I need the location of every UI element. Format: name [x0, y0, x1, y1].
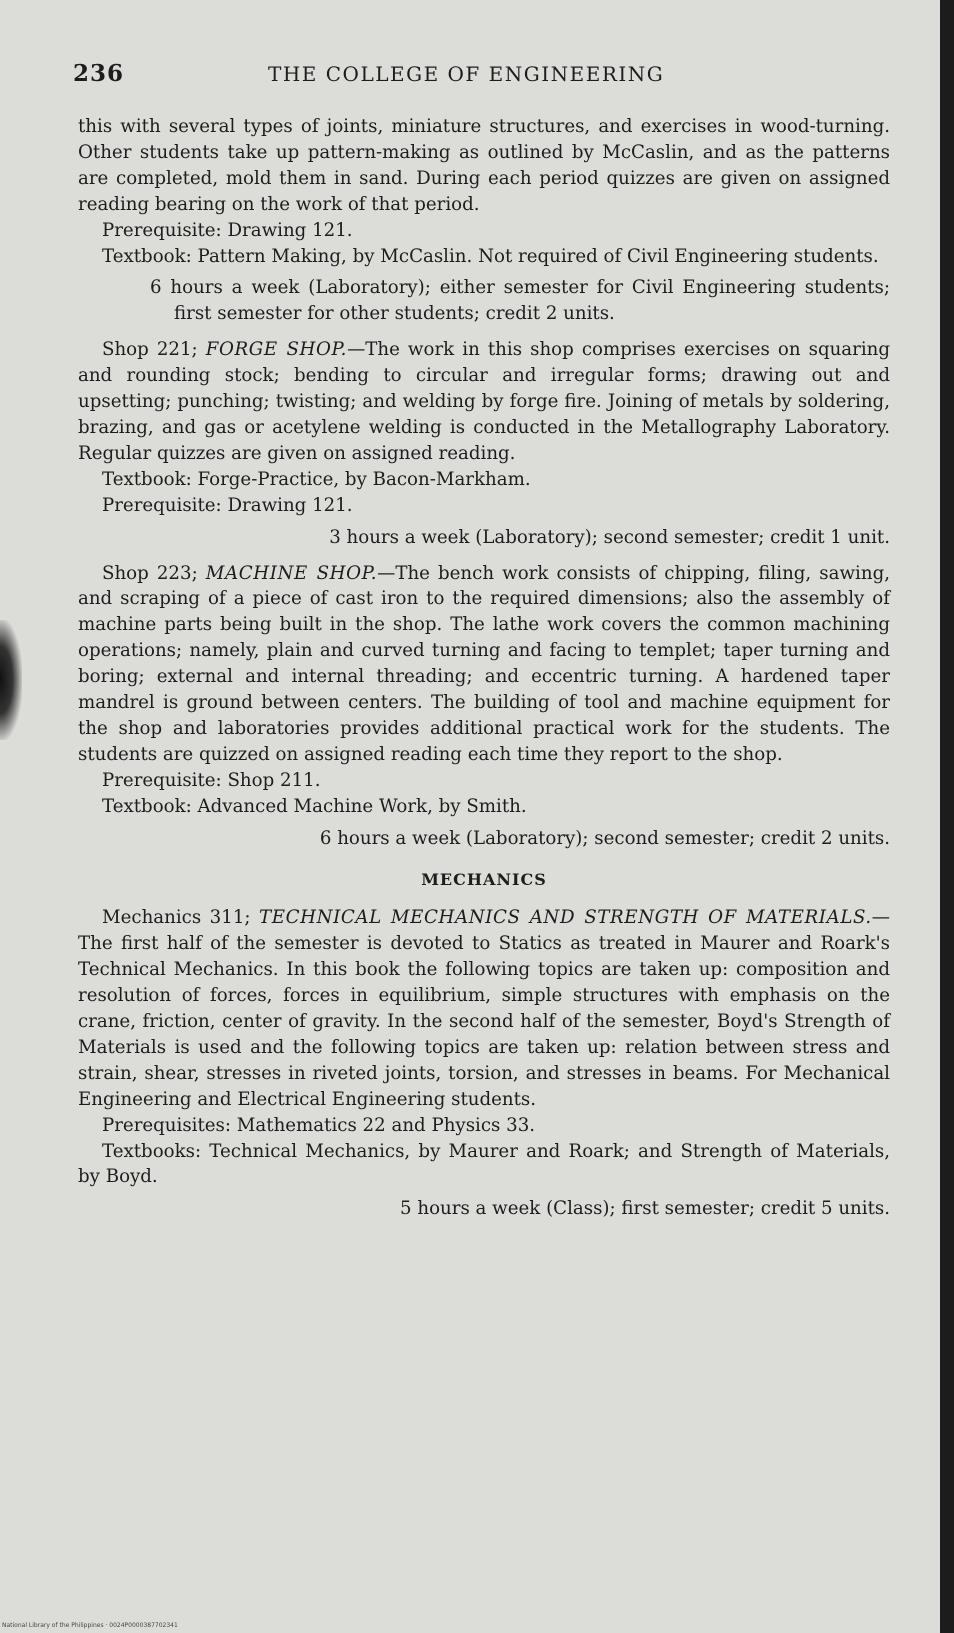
shop-221-text: —The work in this shop comprises exercises on squaring and rounding stock; bending to circular and irregular forms; drawing out and upsetting; punching; twisting; and welding by forge fire. Joining of metals by soldering, brazing, and gas or acetylene welding is conducted in the Metallography Laboratory. Regular quizzes are given on assigned reading.	[78, 339, 891, 464]
mechanics-311-text: —The first half of the semester is devoted to Statics as treated in Maurer and Roark's Technical Mechanics. In this book the following topics are taken up: composition and resolution of forces, forces in equilibrium, simple structures with emphasis on the crane, friction, center of gravity. In the second half of the semester, Boyd's Strength of Materials is used and the following topics are taken up: relation between stress and strain, shear, stresses in riveted joints, torsion, and stresses in beams. For Mechanical Engineering and Electrical Engineering students.	[78, 907, 890, 1110]
mechanics-311-title: TECHNICAL MECHANICS AND STRENGTH OF MATERIALS.	[259, 907, 872, 929]
page-edge-shadow	[0, 620, 22, 740]
section-heading-mechanics: MECHANICS	[421, 870, 547, 890]
mechanics-311-textbooks: Textbooks: Technical Mechanics, by Maurer and Roark; and Strength of Materials, by Boyd.	[78, 1140, 890, 1188]
scan-edge	[940, 0, 954, 1633]
shop-223-text: —The bench work consists of chipping, filing, sawing, and scraping of a piece of cast iron to the required dimensions; also the assembly of machine parts being built in the shop. The lathe work covers the common machining operations; namely, plain and curved turning and facing to templet; taper turning and boring; external and internal threading; and eccentric turning. A hardened taper mandrel is ground between centers. The building of tool and machine equipment for the shop and laboratories provides additional practical work for the students. The students are quizzed on assigned reading each time they report to the shop.	[78, 562, 890, 765]
shop-221-title: FORGE SHOP.	[205, 339, 348, 361]
shop-223-credit: 6 hours a week (Laboratory); second semester; credit 2 units.	[319, 827, 890, 849]
mechanics-311-description	[78, 905, 890, 1112]
shop-221-textbook: Textbook: Forge-Practice, by Bacon-Markham.	[102, 468, 531, 490]
page-header	[73, 60, 876, 94]
shop-221-prerequisite: Prerequisite: Drawing 121.	[102, 494, 353, 516]
scan-footer-note: National Library of the Philippines · 0024P0000387702341	[2, 1622, 178, 1629]
pattern-making-credit: 6 hours a week (Laboratory); either semester for Civil Engineering students; first semester for other students; credit 2 units.	[150, 277, 890, 325]
shop-221-description	[78, 337, 890, 467]
running-title: THE COLLEGE OF ENGINEERING	[268, 62, 665, 86]
mechanics-311-prerequisites: Prerequisites: Mathematics 22 and Physics 33.	[102, 1114, 536, 1136]
mechanics-311-credit: 5 hours a week (Class); first semester; credit 5 units.	[400, 1198, 890, 1220]
shop-221-number: Shop 221;	[102, 339, 206, 361]
page-content	[78, 114, 890, 1232]
pattern-making-textbook: Textbook: Pattern Making, by McCaslin. Not required of Civil Engineering students.	[102, 245, 879, 267]
shop-221-credit: 3 hours a week (Laboratory); second semester; credit 1 unit.	[329, 526, 890, 548]
shop-223-prerequisite: Prerequisite: Shop 211.	[102, 769, 321, 791]
mechanics-311-number: Mechanics 311;	[102, 907, 260, 929]
shop-223-number: Shop 223;	[102, 562, 206, 584]
pattern-making-prerequisite: Prerequisite: Drawing 121.	[102, 219, 353, 241]
pattern-making-continuation: this with several types of joints, miniature structures, and exercises in wood-turning. Other students take up pattern-making as outlined by McCaslin, and as the patterns are completed, mold them in sand. During each period quizzes are given on assigned reading bearing on the work of that period.	[78, 116, 890, 215]
shop-223-description	[78, 561, 890, 768]
page-number: 236	[73, 60, 125, 87]
shop-223-title: MACHINE SHOP.	[205, 562, 378, 584]
shop-223-textbook: Textbook: Advanced Machine Work, by Smith.	[102, 795, 527, 817]
